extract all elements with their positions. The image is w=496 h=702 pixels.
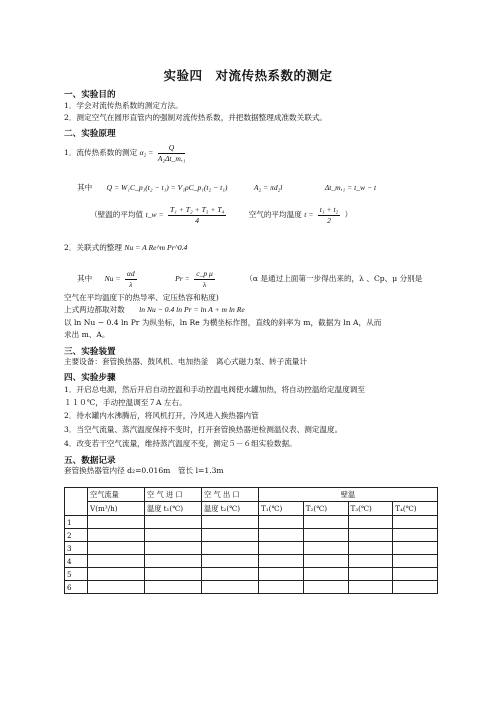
table-cell[interactable]	[348, 568, 393, 581]
table-corner-cell	[65, 488, 88, 516]
air-fraction	[318, 206, 340, 224]
correlation-line	[64, 244, 187, 252]
table-cell[interactable]	[88, 568, 145, 581]
log-prefix: 上式两边都取对数	[64, 305, 125, 314]
air-lhs: t =	[304, 210, 314, 220]
log-formula: ln Nu − 0.4 ln Pr = ln A + m ln Re	[139, 305, 245, 314]
air-numerator: t₁ + t₂	[319, 205, 339, 214]
header-wall-t4: T₄(℃)	[393, 502, 438, 516]
section-heading-purpose: 一、实验目的	[64, 90, 116, 100]
row-number: 3	[65, 542, 88, 555]
table-cell[interactable]	[348, 516, 393, 529]
air-denominator: 2	[327, 215, 331, 225]
row-number: 2	[65, 529, 88, 542]
section-heading-data: 五、数据记录	[64, 456, 116, 466]
wall-numerator: T₁ + T₂ + T₃ + T₄	[170, 205, 225, 214]
table-cell[interactable]	[393, 516, 438, 529]
wall-lhs: t_w =	[145, 210, 164, 220]
where-label: 其中	[77, 183, 93, 192]
table-cell[interactable]	[88, 581, 145, 594]
apparatus-text: 主要设备：套管换热器、鼓风机、电加热釜 离心式磁力泵、转子流量计	[64, 357, 307, 366]
pr-fraction	[194, 270, 215, 288]
symbol-note: （α 是通过上面第一步得出来的，λ 、Cp、μ 分别是	[245, 274, 423, 284]
table-row	[65, 529, 438, 542]
table-cell[interactable]	[145, 542, 202, 555]
table-cell[interactable]	[202, 581, 259, 594]
row-number: 1	[65, 516, 88, 529]
purpose-item-1: 1．学会对流传热系数的测定方法。	[64, 101, 183, 110]
procedure-step-4: 4．改变若干空气流量，维持蒸汽温度不变，测定５－６组实验数据。	[64, 439, 297, 448]
table-row	[65, 542, 438, 555]
table-cell[interactable]	[303, 555, 348, 568]
table-cell[interactable]	[202, 542, 259, 555]
pr-lhs: Pr =	[175, 274, 190, 284]
table-cell[interactable]	[393, 529, 438, 542]
plot-instruction-2: 求出 m、A。	[64, 330, 110, 339]
table-cell[interactable]	[348, 581, 393, 594]
table-cell[interactable]	[348, 542, 393, 555]
formula-alpha-lhs: α₂ =	[139, 148, 154, 158]
table-cell[interactable]	[348, 529, 393, 542]
wall-prefix: （壁温的平均值	[90, 210, 144, 220]
header-flow: 空气流量	[88, 488, 145, 502]
pr-denominator: λ	[202, 279, 207, 289]
purpose-item-2: 2．测定空气在圆形直管内的强制对流传热系数，并把数据整理成准数关联式。	[64, 113, 328, 122]
table-cell[interactable]	[202, 516, 259, 529]
formula-area: A₂ = πd₂l	[253, 183, 283, 192]
row-number: 6	[65, 581, 88, 594]
header-wall-t2: T₂(℃)	[303, 502, 348, 516]
table-row	[65, 555, 438, 568]
row-number: 4	[65, 555, 88, 568]
correlation-label: 2．关联式的整理	[64, 243, 122, 252]
table-cell[interactable]	[303, 542, 348, 555]
header-outlet-unit: 温度 t₂(℃)	[202, 502, 259, 516]
table-cell[interactable]	[202, 529, 259, 542]
formula-alpha-prefix: 1．流传热系数的测定	[64, 148, 138, 158]
table-cell[interactable]	[88, 542, 145, 555]
data-record-table	[64, 487, 438, 594]
table-cell[interactable]	[348, 555, 393, 568]
wall-denominator: 4	[195, 215, 199, 225]
formula-where-line	[77, 184, 376, 192]
table-cell[interactable]	[259, 529, 304, 542]
formula-alpha-line	[64, 144, 187, 162]
formula-wall-line	[90, 206, 352, 224]
table-cell[interactable]	[145, 568, 202, 581]
formula-delta-t: Δt_m,₁ = t_w − t	[324, 183, 377, 192]
dimensionless-line	[77, 270, 422, 288]
page-title: 实验四 对流传热系数的测定	[163, 68, 333, 83]
table-cell[interactable]	[145, 516, 202, 529]
procedure-step-1: 1．开启总电源，然后开启自动控温和手动控温电阀使水罐加热，将自动控温给定温度调至	[64, 385, 365, 394]
nu-lhs: Nu =	[104, 274, 121, 284]
table-row	[65, 516, 438, 529]
formula-alpha-fraction	[158, 144, 186, 162]
table-cell[interactable]	[88, 516, 145, 529]
table-row	[65, 568, 438, 581]
pr-numerator: c_p μ	[196, 269, 213, 278]
table-cell[interactable]	[393, 581, 438, 594]
table-cell[interactable]	[259, 542, 304, 555]
header-flow-unit: V(m³/h)	[88, 502, 145, 516]
procedure-step-2: 2．待水罐内水沸腾后，将风机打开，冷风进入换热器内管	[64, 411, 259, 420]
table-cell[interactable]	[202, 568, 259, 581]
table-row	[65, 581, 438, 594]
table-cell[interactable]	[88, 529, 145, 542]
correlation-formula: Nu = A Re^m Pr^0.4	[124, 243, 188, 252]
nu-denominator: λ	[129, 279, 133, 289]
table-cell[interactable]	[393, 568, 438, 581]
where2-label: 其中	[77, 274, 93, 284]
nu-fraction	[125, 270, 137, 288]
section-heading-apparatus: 三、实验装置	[64, 347, 116, 357]
header-wall: 壁温	[259, 488, 438, 502]
header-wall-t1: T₁(℃)	[259, 502, 304, 516]
header-inlet-unit: 温度 t₁(℃)	[145, 502, 202, 516]
table-cell[interactable]	[145, 529, 202, 542]
table-cell[interactable]	[259, 555, 304, 568]
table-cell[interactable]	[303, 516, 348, 529]
formula-alpha-denominator: A₂Δt_m,₁	[157, 153, 186, 163]
table-cell[interactable]	[88, 555, 145, 568]
air-suffix: ）	[344, 210, 353, 220]
header-inlet: 空 气 进 口	[145, 488, 202, 502]
section-heading-procedure: 四、实验步骤	[64, 373, 116, 383]
procedure-step-1-cont: １１０℃，手动控温调至７A 左右。	[64, 398, 187, 407]
symbol-note-2: 空气在平均温度下的热导率、定压热容和粘度)	[64, 293, 219, 302]
wall-fraction	[168, 206, 226, 224]
table-cell[interactable]	[393, 555, 438, 568]
table-cell[interactable]	[259, 516, 304, 529]
table-cell[interactable]	[303, 568, 348, 581]
table-cell[interactable]	[393, 542, 438, 555]
plot-instruction: 以 ln Nu − 0.4 ln Pr 为纵坐标，ln Re 为横坐标作图，直线的斜率为 m，截据为 ln A，从而	[64, 318, 382, 327]
table-cell[interactable]	[259, 568, 304, 581]
nu-numerator: αd	[126, 269, 135, 278]
table-cell[interactable]	[303, 529, 348, 542]
table-cell[interactable]	[145, 581, 202, 594]
table-cell[interactable]	[259, 581, 304, 594]
row-number: 5	[65, 568, 88, 581]
procedure-step-3: 3．当空气流量、蒸汽温度保持不变时，打开套管换热器逆检测温仪表、测定温度。	[64, 425, 343, 434]
formula-alpha-numerator: Q	[158, 144, 186, 154]
header-wall-t3: T₃(℃)	[348, 502, 393, 516]
tube-spec: 套管换热器管内径 d₂=0.016m 管长 l=1.3m	[64, 466, 224, 475]
header-outlet: 空 气 出 口	[202, 488, 259, 502]
air-prefix: 空气的平均温度	[248, 210, 302, 220]
table-cell[interactable]	[202, 555, 259, 568]
section-heading-principle: 二、实验原理	[64, 129, 116, 139]
log-line	[64, 306, 245, 314]
formula-heat-q: Q = W₁C_p₁(t₂ − t₁) = V₁ρC_p₁(t₂ − t₁)	[106, 183, 228, 192]
table-cell[interactable]	[145, 555, 202, 568]
table-cell[interactable]	[303, 581, 348, 594]
